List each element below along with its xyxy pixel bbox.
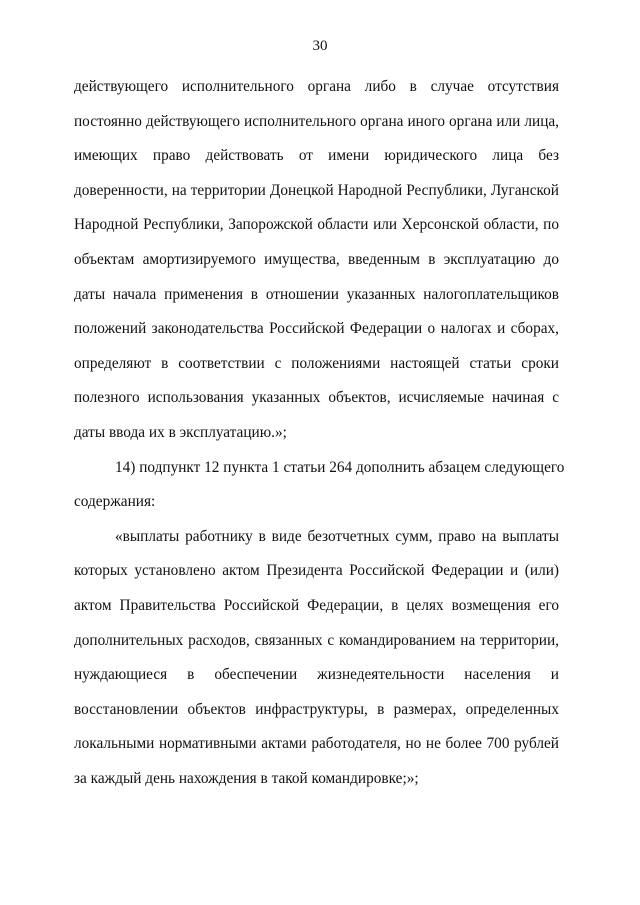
text-line: 14) подпункт 12 пункта 1 статьи 264 дополнить абзацем следующего — [115, 458, 565, 476]
text-line: даты начала применения в отношении указанных налогоплательщиков — [74, 285, 559, 303]
text-line: Народной Республики, Запорожской области или Херсонской области, по — [74, 216, 559, 234]
text-line: которых установлено актом Президента Российской Федерации и (или) — [74, 562, 559, 580]
paragraph-continuation — [74, 70, 559, 451]
text-line: нуждающиеся в обеспечении жизнедеятельности населения и — [74, 666, 559, 684]
text-line: дополнительных расходов, связанных с командированием на территории, — [74, 631, 559, 649]
text-line: постоянно действующего исполнительного органа иного органа или лица, — [74, 112, 559, 130]
text-line: «выплаты работнику в виде безотчетных сумм, право на выплаты — [115, 527, 559, 545]
text-line: определяют в соответствии с положениями настоящей статьи сроки — [74, 354, 559, 372]
text-line: восстановлении объектов инфраструктуры, в размерах, определенных — [74, 700, 559, 718]
document-body — [74, 70, 565, 796]
paragraph-quoted-amendment — [74, 520, 559, 797]
text-line: объектам амортизируемого имущества, введенным в эксплуатацию до — [74, 250, 559, 268]
text-line: даты ввода их в эксплуатацию.»; — [74, 423, 287, 441]
text-line: положений законодательства Российской Федерации о налогах и сборах, — [74, 320, 559, 338]
text-line: имеющих право действовать от имени юридического лица без — [74, 147, 559, 165]
text-line: доверенности, на территории Донецкой Народной Республики, Луганской — [74, 181, 559, 199]
text-line: актом Правительства Российской Федерации, в целях возмещения его — [74, 596, 559, 614]
text-line: полезного использования указанных объектов, исчисляемые начиная с — [74, 389, 559, 407]
text-line: локальными нормативными актами работодателя, но не более 700 рублей — [74, 735, 559, 753]
paragraph-item-14 — [74, 451, 565, 520]
text-line: действующего исполнительного органа либо в случае отсутствия — [74, 78, 559, 95]
text-line: содержания: — [74, 493, 156, 511]
text-line: за каждый день нахождения в такой командировке;»; — [74, 769, 419, 787]
page-number: 30 — [312, 38, 328, 54]
